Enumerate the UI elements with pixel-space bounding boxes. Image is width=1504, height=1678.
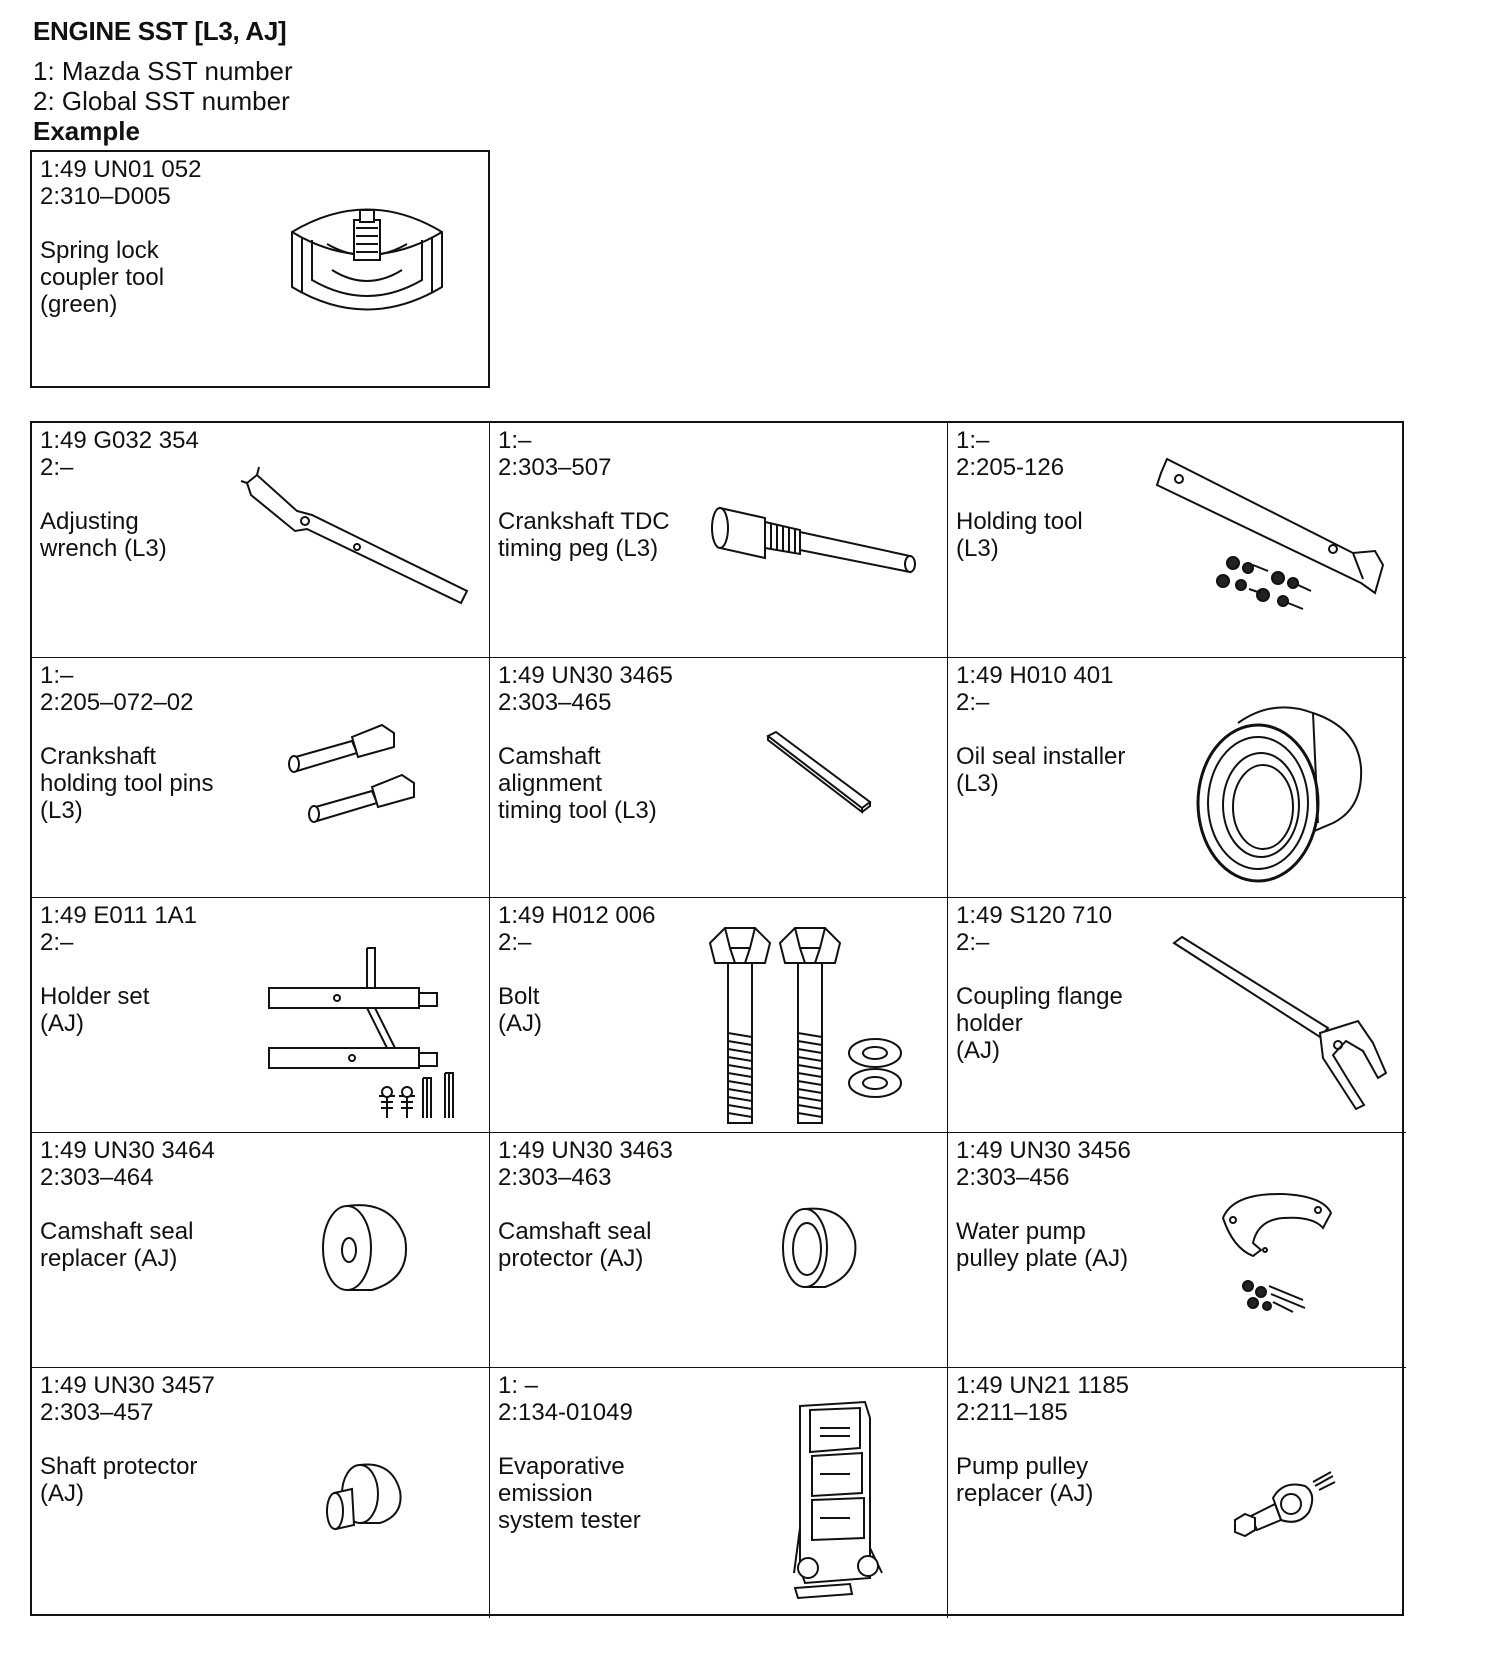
- mazda-number: 1:–: [498, 427, 532, 454]
- mazda-number: 1:49 UN30 3456: [956, 1137, 1131, 1164]
- pulley-plate-icon: [1213, 1188, 1343, 1328]
- tool-cell: [948, 1368, 1406, 1618]
- example-box: [30, 150, 490, 388]
- bolt-icon: [700, 923, 925, 1128]
- tool-name: Camshaft seal replacer (AJ): [40, 1218, 194, 1272]
- mazda-number: 1:49 UN30 3463: [498, 1137, 673, 1164]
- global-number: 2:–: [956, 929, 990, 956]
- tool-name: Pump pulley replacer (AJ): [956, 1453, 1094, 1507]
- seal-protector-icon: [775, 1203, 865, 1293]
- mazda-number: 1:–: [40, 662, 74, 689]
- tool-cell: [490, 1133, 948, 1368]
- tool-cell: [490, 898, 948, 1133]
- global-number: 2:–: [956, 689, 990, 716]
- global-number: 2:134-01049: [498, 1399, 633, 1426]
- tool-name: Evaporative emission system tester: [498, 1453, 641, 1534]
- timing-peg-icon: [705, 488, 925, 588]
- global-number: 2:303–465: [498, 689, 612, 716]
- legend-global-line: 2: Global SST number: [33, 86, 290, 116]
- global-number: 2:303–456: [956, 1164, 1070, 1191]
- adjusting-wrench-icon: [237, 463, 477, 613]
- global-number: 2:205–072–02: [40, 689, 194, 716]
- example-heading: Example: [33, 116, 140, 146]
- tool-cell: [32, 1368, 490, 1618]
- holder-set-icon: [257, 938, 472, 1128]
- tool-name: Holding tool (L3): [956, 508, 1083, 562]
- tool-name: Shaft protector (AJ): [40, 1453, 198, 1507]
- mazda-number: 1:49 H010 401: [956, 662, 1114, 689]
- mazda-number: 1:–: [956, 427, 990, 454]
- tool-name: Camshaft seal protector (AJ): [498, 1218, 652, 1272]
- tool-name: Crankshaft holding tool pins (L3): [40, 743, 214, 824]
- tool-name: Water pump pulley plate (AJ): [956, 1218, 1129, 1272]
- tool-name: Oil seal installer (L3): [956, 743, 1126, 797]
- tool-cell: [490, 1368, 948, 1618]
- emission-tester-icon: [790, 1398, 890, 1603]
- holding-pins-icon: [282, 713, 432, 843]
- seal-replacer-icon: [317, 1198, 417, 1298]
- global-number: 2:205-126: [956, 454, 1065, 481]
- tool-name: Crankshaft TDC timing peg (L3): [498, 508, 670, 562]
- global-number: 2:303–463: [498, 1164, 612, 1191]
- tool-cell: [32, 898, 490, 1133]
- global-number: 2:303–457: [40, 1399, 154, 1426]
- mazda-number: 1:49 H012 006: [498, 902, 656, 929]
- tool-name: Bolt (AJ): [498, 983, 542, 1037]
- legend-mazda-line: 1: Mazda SST number: [33, 56, 293, 86]
- mazda-number: 1:49 UN30 3465: [498, 662, 673, 689]
- oil-seal-installer-icon: [1183, 693, 1373, 888]
- flange-holder-icon: [1168, 933, 1398, 1123]
- legend: [33, 56, 293, 146]
- tool-cell: [490, 658, 948, 898]
- alignment-bar-icon: [760, 728, 880, 818]
- global-number: 2:211–185: [956, 1399, 1068, 1426]
- tool-cell: [490, 423, 948, 658]
- tool-cell: [948, 658, 1406, 898]
- shaft-protector-icon: [322, 1453, 412, 1543]
- tool-name: Camshaft alignment timing tool (L3): [498, 743, 657, 824]
- example-text: [40, 156, 201, 318]
- tool-name: Holder set (AJ): [40, 983, 150, 1037]
- tool-name: Coupling flange holder (AJ): [956, 983, 1123, 1064]
- mazda-number: 1:49 S120 710: [956, 902, 1113, 929]
- tool-cell: [32, 658, 490, 898]
- global-number: 2:303–507: [498, 454, 612, 481]
- page-title: ENGINE SST [L3, AJ]: [33, 16, 287, 46]
- global-number: 2:–: [498, 929, 532, 956]
- global-number: 2:–: [40, 929, 74, 956]
- mazda-number: 1: –: [498, 1372, 539, 1399]
- tool-name: Adjusting wrench (L3): [40, 508, 167, 562]
- mazda-number: 1:49 UN30 3464: [40, 1137, 215, 1164]
- tool-cell: [948, 1133, 1406, 1368]
- tool-cell: [948, 898, 1406, 1133]
- mazda-number: 1:49 UN30 3457: [40, 1372, 215, 1399]
- holding-tool-icon: [1153, 453, 1398, 628]
- tool-table: [30, 421, 1404, 1616]
- tool-cell: [32, 1133, 490, 1368]
- pulley-replacer-icon: [1223, 1468, 1343, 1543]
- spring-lock-coupler-icon: [272, 192, 462, 332]
- mazda-number: 1:49 E011 1A1: [40, 902, 198, 929]
- global-number: 2:303–464: [40, 1164, 154, 1191]
- mazda-number: 1:49 UN21 1185: [956, 1372, 1130, 1399]
- tool-cell: [948, 423, 1406, 658]
- mazda-number: 1:49 UN01 052: [40, 156, 202, 183]
- mazda-number: 1:49 G032 354: [40, 427, 199, 454]
- tool-name: Spring lock coupler tool (green): [40, 237, 165, 318]
- tool-cell: [32, 423, 490, 658]
- global-number: 2:–: [40, 454, 74, 481]
- global-number: 2:310–D005: [40, 183, 171, 210]
